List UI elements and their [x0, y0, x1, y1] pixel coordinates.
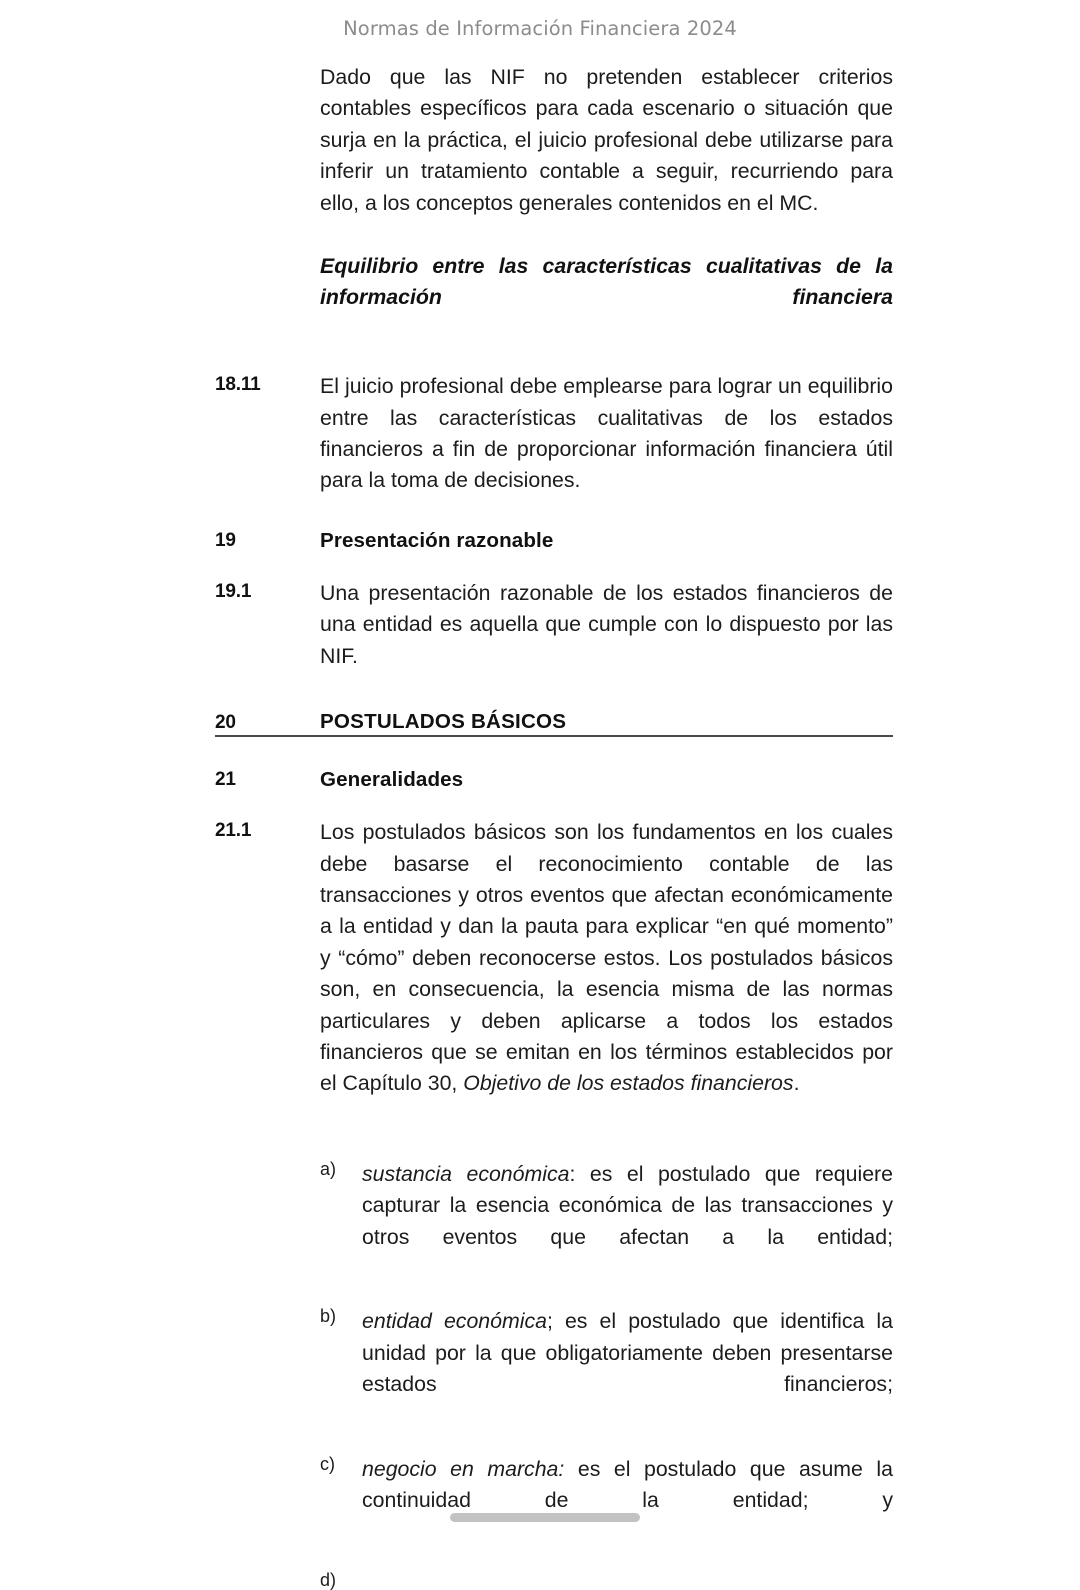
subheading-block-equilibrio	[215, 251, 893, 345]
subheading-number-blank	[215, 251, 320, 255]
spacer	[320, 1548, 893, 1570]
section-title-column	[320, 766, 893, 794]
list-marker-d: d)	[320, 1570, 337, 1590]
home-indicator-bar[interactable]	[450, 1513, 640, 1522]
paragraph-block-21-1	[215, 817, 893, 1100]
spacer	[215, 219, 893, 251]
spacer	[320, 1432, 893, 1454]
list-rest-c: es el postulado que asume la continuidad de la entidad; y	[362, 1457, 894, 1513]
spacer	[215, 497, 893, 527]
list-marker-a: a)	[320, 1158, 337, 1179]
paragraph-block-18-11	[215, 371, 893, 497]
list-rest-b: ; es el postulado que identifica la unidad por la que obligatoriamente deben presentarse estados financieros;	[362, 1309, 893, 1397]
section-number-19: 19	[215, 529, 236, 551]
section-block-20	[215, 709, 893, 735]
paragraph-text-19-1: Una presentación razonable de los estados financieros de una entidad es aquella que cumple con lo dispuesto por las NIF.	[320, 580, 893, 668]
paragraph-number-21-2	[215, 1130, 320, 1134]
list-item	[320, 1306, 893, 1432]
paragraph-text-21-1	[320, 817, 893, 1100]
spacer	[320, 1284, 893, 1306]
list-item-text-a	[362, 1159, 893, 1285]
list-column	[320, 1159, 893, 1589]
list-item	[320, 1159, 893, 1285]
paragraph-number-21-1: 21.1	[215, 820, 252, 842]
list-item-text-b	[362, 1306, 893, 1432]
spacer	[215, 555, 893, 578]
list-rest-a: : es el postulado que requiere capturar la esencia económica de las transacciones y otros eventos que afectan a la entidad;	[362, 1161, 893, 1249]
section-title-column	[320, 709, 893, 735]
list-block-postulados	[215, 1159, 893, 1589]
spacer	[215, 737, 893, 766]
list-item	[320, 1454, 893, 1548]
section-block-21	[215, 766, 893, 794]
paragraph-21-1-run-2: .	[793, 1071, 800, 1096]
spacer	[215, 794, 893, 817]
section-block-19	[215, 527, 893, 555]
paragraph-text-column	[320, 371, 893, 497]
spacer	[215, 1134, 893, 1159]
paragraph-number-18-11: 18.11	[215, 374, 261, 396]
spacer	[215, 1100, 893, 1130]
section-number-21: 21	[215, 769, 236, 791]
paragraph-block-intro	[215, 62, 893, 219]
section-number-20: 20	[215, 712, 236, 734]
list-marker-c: c)	[320, 1454, 335, 1474]
paragraph-21-1-run-1: Los postulados básicos son los fundamentos en los cuales debe basarse el reconocimiento contable de las transacciones y otros eventos que afectan económicamente a la entidad y dan la pauta para explicar “en qué momento” y “cómo” deben reconocerse estos. Los postulados básicos son, en consecuencia, la esencia misma de las normas particulares y deben aplicarse a todos los estados financieros que se emitan en los términos establecidos por el Capítulo 30,	[320, 820, 893, 1096]
paragraph-number-blank	[215, 62, 320, 66]
list-term-c: negocio en marcha:	[362, 1457, 565, 1481]
list-item-text-c	[362, 1454, 893, 1548]
paragraph-text-column	[320, 62, 893, 219]
document-body	[215, 62, 893, 1589]
paragraph-21-1-italic-citation: Objetivo de los estados financieros	[463, 1071, 794, 1096]
spacer	[215, 672, 893, 709]
paragraph-text-column	[320, 817, 893, 1100]
list-item	[320, 1570, 893, 1589]
section-title-20: POSTULADOS BÁSICOS	[320, 710, 567, 734]
running-header-title: Normas de Información Financiera 2024	[343, 17, 737, 40]
section-title-19: Presentación razonable	[320, 528, 554, 552]
section-title-21: Generalidades	[320, 768, 464, 792]
paragraph-number-19-1: 19.1	[215, 580, 252, 602]
list-term-b: entidad económica	[362, 1309, 547, 1334]
list-marker-b: b)	[320, 1306, 337, 1327]
subheading-equilibrio: Equilibrio entre las características cualitativas de la información financiera	[320, 254, 893, 310]
list-term-a: sustancia económica	[362, 1161, 570, 1186]
subheading-text-column	[320, 251, 893, 345]
intro-paragraph: Dado que las NIF no pretenden establecer criterios contables específicos para cada escenario o situación que surja en la práctica, el juicio profesional debe utilizarse para inferir un tratamiento contable a seguir, recurriendo para ello, a los conceptos generales contenidos en el MC.	[320, 65, 893, 215]
list-number-blank	[215, 1159, 320, 1163]
paragraph-block-19-1	[215, 578, 893, 672]
section-title-column	[320, 527, 893, 555]
paragraph-text-18-11: El juicio profesional debe emplearse para lograr un equilibrio entre las características cualitativas de los estados financieros a fin de proporcionar información financiera útil para la toma de decisiones.	[320, 374, 893, 493]
paragraph-text-column	[320, 578, 893, 672]
spacer	[215, 345, 893, 371]
